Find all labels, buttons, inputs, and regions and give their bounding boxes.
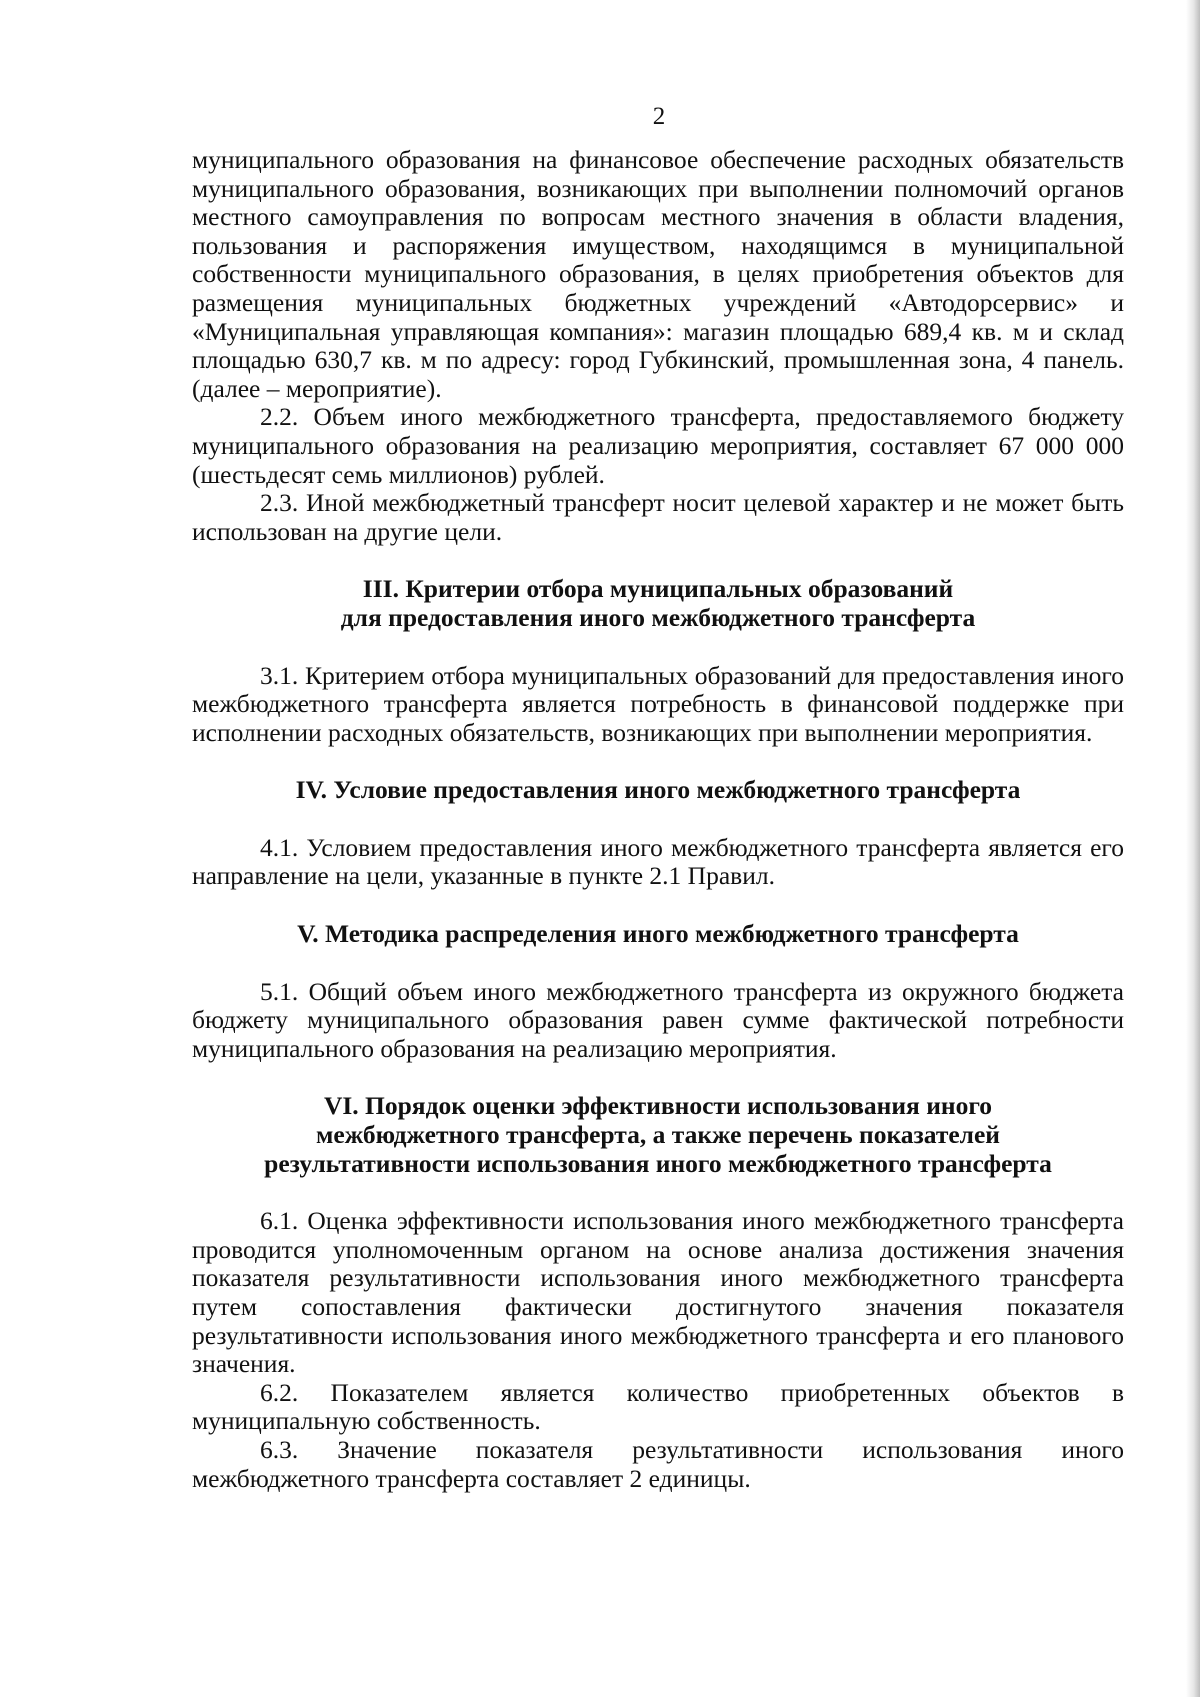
paragraph-6-1: 6.1. Оценка эффективности использования иного межбюджетного трансферта проводится уполномоченным органом на основе анализа достижения значения показателя результативности использования иного межбюджетного трансферта путем сопоставления фактически достигнутого значения показателя результативности использования иного межбюджетного трансферта и его планового значения.: [192, 1206, 1124, 1379]
section-5-heading-line-1: V. Методика распределения иного межбюджетного трансферта: [297, 919, 1019, 949]
section-6-heading-line-3: результативности использования иного межбюджетного трансферта: [264, 1148, 1052, 1178]
scan-page-edge: [1186, 0, 1200, 1697]
document-body: [192, 146, 1124, 1493]
section-3-heading-line-2: для предоставления иного межбюджетного трансферта: [340, 602, 976, 632]
paragraph-6-3: 6.3. Значение показателя результативности использования иного межбюджетного трансферта составляет 2 единицы.: [192, 1434, 1124, 1493]
section-4-heading: [192, 776, 1124, 805]
section-4-heading-line-1: IV. Условие предоставления иного межбюджетного трансферта: [295, 775, 1021, 805]
paragraph-intro-continuation: муниципального образования на финансовое обеспечение расходных обязательств муниципального образования, возникающих при выполнении полномочий органов местного самоуправления по вопросам местного значения в области владения, пользования и распоряжения имуществом, находящимся в муниципальной собственности муниципального образования, в целях приобретения объектов для размещения муниципальных бюджетных учреждений «Автодорсервис» и «Муниципальная управляющая компания»: магазин площадью 689,4 кв. м и склад площадью 630,7 кв. м по адресу: город Губкинский, промышленная зона, 4 панель. (далее – мероприятие).: [192, 145, 1124, 403]
section-6-heading-line-2: межбюджетного трансферта, а также перечень показателей: [316, 1120, 1000, 1150]
paragraph-2-2: 2.2. Объем иного межбюджетного трансферта, предоставляемого бюджету муниципального образования на реализацию мероприятия, составляет 67 000 000 (шестьдесят семь миллионов) рублей.: [192, 402, 1124, 489]
section-3-heading: [192, 575, 1124, 632]
paragraph-4-1: 4.1. Условием предоставления иного межбюджетного трансферта является его направление на цели, указанные в пункте 2.1 Правил.: [192, 832, 1124, 891]
paragraph-6-2: 6.2. Показателем является количество приобретенных объектов в муниципальную собственность.: [192, 1377, 1124, 1436]
section-6-heading-line-1: VI. Порядок оценки эффективности использования иного: [323, 1091, 993, 1121]
page-number: 2: [652, 103, 666, 130]
section-3-heading-line-1: III. Критерии отбора муниципальных образований: [362, 574, 954, 604]
section-6-heading: [192, 1092, 1124, 1178]
paragraph-3-1: 3.1. Критерием отбора муниципальных образований для предоставления иного межбюджетного трансферта является потребность в финансовой поддержке при исполнении расходных обязательств, возникающих при выполнении мероприятия.: [192, 660, 1124, 747]
section-5-heading: [192, 920, 1124, 949]
paragraph-2-3: 2.3. Иной межбюджетный трансферт носит целевой характер и не может быть использован на другие цели.: [192, 488, 1124, 546]
paragraph-5-1: 5.1. Общий объем иного межбюджетного трансферта из окружного бюджета бюджету муниципального образования равен сумме фактической потребности муниципального образования на реализацию мероприятия.: [192, 976, 1124, 1063]
